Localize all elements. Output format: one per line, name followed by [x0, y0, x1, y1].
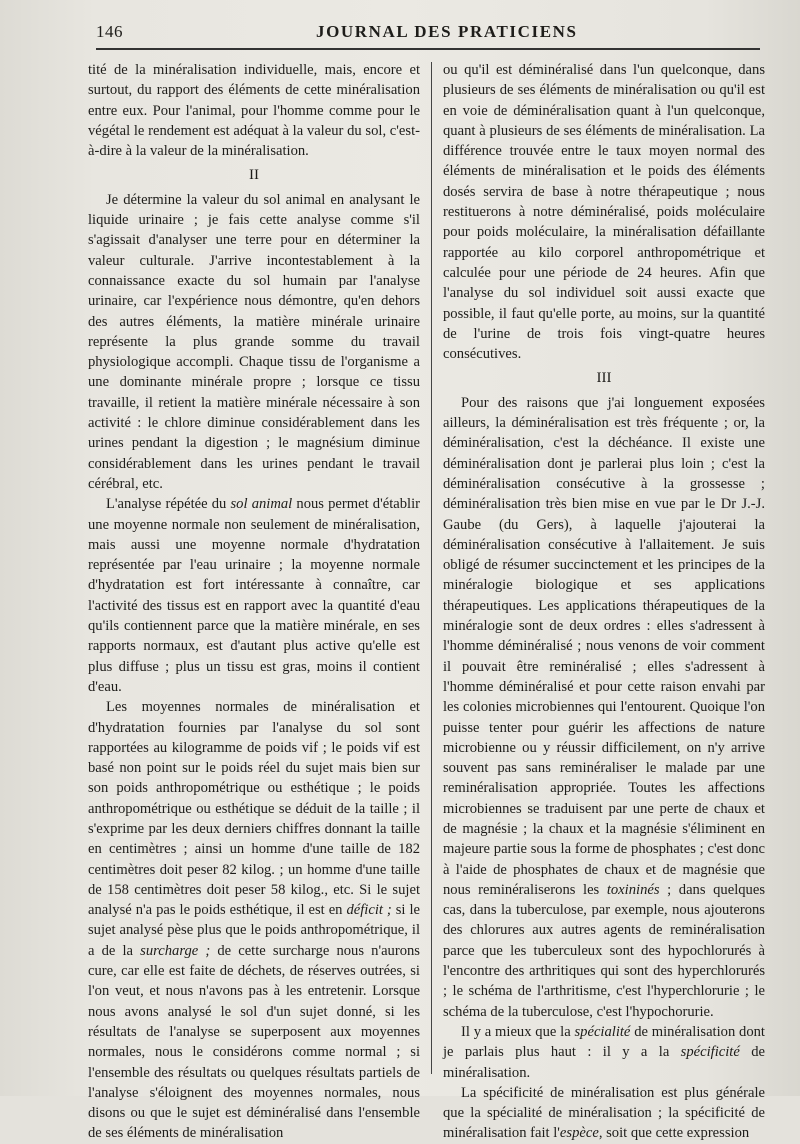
emphasis: spécificité [680, 1044, 740, 1061]
emphasis: spécialité [574, 1023, 631, 1040]
emphasis: toxininés [606, 881, 660, 898]
paragraph: La spécificité de minéralisation est plus générale que la spécialité de minéralisation ; la spécificité de minéralisation fait l'espèce, soit que cette expression [443, 1084, 765, 1142]
section-heading-ii: II [249, 167, 259, 184]
column-divider [431, 62, 432, 1074]
emphasis: surcharge ; [140, 942, 211, 959]
paragraph: tité de la minéralisation individuelle, mais, encore et surtout, du rapport des éléments de cette minéralisation entre eux. Pour l'animal, pour l'homme comme pour le végétal le rendement est adéquat à la valeur du sol, c'est-à-dire à la valeur de la minéralisation. [88, 62, 420, 160]
right-column [443, 60, 765, 1142]
emphasis: sol animal [230, 496, 293, 513]
section-heading-iii: III [596, 370, 612, 387]
journal-title: JOURNAL DES PRATICIENS [316, 22, 578, 41]
page-header [96, 18, 760, 50]
paragraph: Les moyennes normales de minéralisation et d'hydratation fournies par l'analyse du sol sont rapportées au kilogramme de poids vif ; le poids vif est basé non point sur le poids réel du sujet mais bien sur son poids anthropométrique ou esthétique ; le poids anthropométrique ou esthétique se déduit de la taille ; il s'exprime par les deux derniers chiffres donnant la taille en centimètres ; ainsi un homme d'une taille de 182 centimètres doit peser 82 kilog. ; un homme d'une taille de 158 centimètres doit peser 58 kilog., etc. Si le sujet analysé n'a pas le poids esthétique, il est en déficit ; si le sujet analysé pèse plus que le poids anthropométrique, il a de la surcharge ; de cette surcharge nous n'aurons cure, car elle est faite de déchets, de réserves outrées, si l'on veut, et nous n'avons pas à les entretenir. Lorsque nous avons analysé le sol d'un sujet donné, si les résultats de l'analyse se superposent aux moyennes normales, nous le considérons comme normal ; si l'ensemble des résultats ou quelques résultats partiels de l'analyse s'éloignent des moyennes normales, nous disons ou que le sujet est déminéralisé dans l'ensemble de ses éléments de minéralisation [88, 699, 420, 1142]
paragraph: L'analyse répétée du sol animal nous permet d'établir une moyenne normale non seulement de minéralisation, mais aussi une moyenne normale d'hydratation représentée par l'eau urinaire ; la moyenne normale d'hydratation est fort intéressante à connaître, car l'activité des tissus est en rapport avec la quantité d'eau qu'ils contiennent parce que la matière minérale, en ses rapports normaux, est d'autant plus active qu'elle est plus diffuse ; plus un tissu est gras, moins il contient d'eau. [88, 496, 420, 695]
left-column [88, 60, 420, 1142]
page-number: 146 [96, 22, 123, 41]
paragraph: Je détermine la valeur du sol animal en analysant le liquide urinaire ; je fais cette analyse comme s'il s'agissait d'analyser une terre pour en déterminer la valeur culturale. J'arrive incontestablement à la connaissance exacte du sol humain par l'analyse urinaire, car l'expérience nous démontre, qu'en dehors des autres éléments, la matière minérale urinaire représente la plus grande somme du travail physiologique accompli. Chaque tissu de l'organisme a une dominante minérale propre ; lorsque ce tissu travaille, il retient la matière minérale nécessaire à son activité : le chlore diminue considérablement dans les urines pendant la digestion ; le magnésium diminue considérablement dans les urines pendant le travail cérébral, etc. [88, 191, 420, 492]
paragraph: ou qu'il est déminéralisé dans l'un quelconque, dans plusieurs de ses éléments de minéralisation ou qu'il est en voie de déminéralisation quant à l'un quelconque, quant à plusieurs de ses éléments de minéralisation. La différence trouvée entre le taux moyen normal des éléments de minéralisation et le poids des éléments dosés servira de base à notre thérapeutique ; nous restituerons à notre déminéralisé, poids moléculaire pour poids moléculaire, la minéralisation défaillante rapportée au kilo corporel anthropométrique et calculée pour une période de 24 heures. Afin que l'analyse du sol individuel soit aussi exacte que possible, il faut qu'elle porte, au moins, sur la quantité de l'urine de trois fois vingt-quatre heures consécutives. [443, 62, 765, 363]
emphasis: déficit ; [346, 902, 392, 919]
paragraph: Pour des raisons que j'ai longuement exposées ailleurs, la déminéralisation est très fréquente ; or, la déminéralisation, c'est la déchéance. Il existe une déminéralisation dont je parlerai plus loin ; c'est la déminéralisation consécutive à la grossesse ; déminéralisation très bien mise en vue par le Dr J.-J. Gaube (du Gers), à laquelle j'ajouterai la déminéralisation consécutive à l'allaitement. Je suis obligé de résumer succinctement et les principes de la minéralogie biologique et ses applications thérapeutiques. Les applications thérapeutiques de la minéralogie sont de deux ordres : elles s'adressent à l'homme déminéralisé ; nous venons de voir comment il pouvait être reminéralisé ; elles s'adressent à l'homme déminéralisé et pour cette raison envahi par les colonies microbiennes qui l'entourent. Quoique l'on puisse tenter pour guérir les affections de nature microbienne ou y réussir difficilement, on n'y arrive souvent pas sans reminéraliser le malade par une reminéralisation appropriée. Toutes les affections microbiennes se traduisent par une perte de chaux et de magnésie ; la chaux et la magnésie s'éliminent en majeure partie sous la forme de phosphates ; c'est donc à l'aide de phosphates de chaux et de magnésie que nous reminéraliserons les toxininés ; dans quelques cas, dans la tuberculose, par exemple, nous ajouterons des chlorures aux autres agents de reminéralisation parce que les tuberculeux sont des hypochlorurés à l'encontre des arthritiques qui sont des hyperchlorurés ; le schéma de l'arthritisme, c'est l'hyperchlorurie ; le schéma de la tuberculose, c'est l'hypochorurie. [443, 394, 765, 1020]
emphasis: espèce [559, 1125, 599, 1142]
paragraph: Il y a mieux que la spécialité de minéralisation dont je parlais plus haut : il y a la spécificité de minéralisation. [443, 1023, 765, 1081]
